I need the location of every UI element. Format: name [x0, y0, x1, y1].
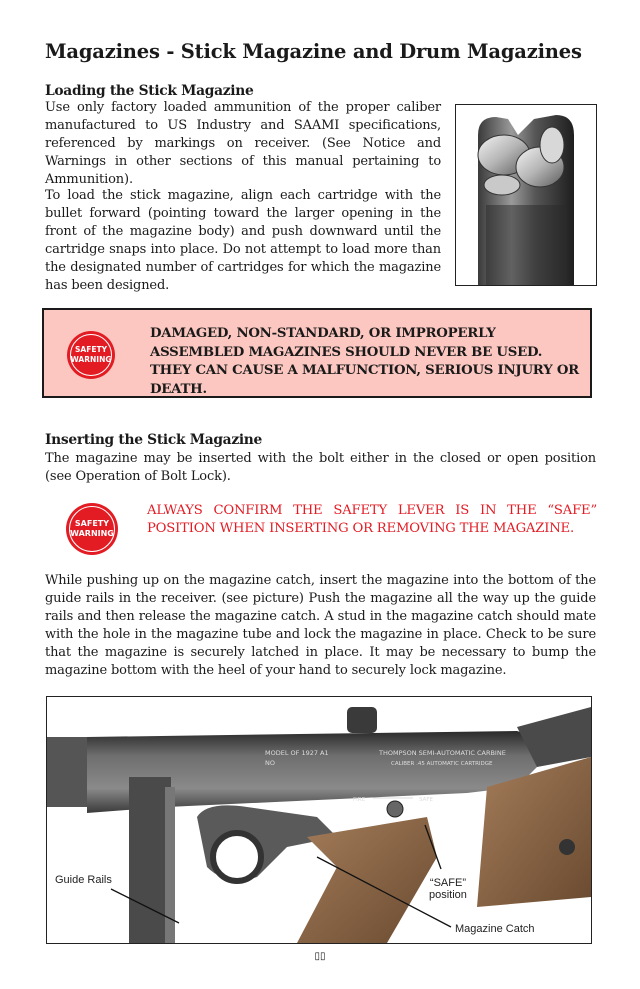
safe-label: SAFE [419, 797, 433, 803]
engraving-model: MODEL OF 1927 A1 [265, 749, 329, 757]
safety-warning-badge-2 [66, 503, 118, 555]
warning-box-magazines [42, 308, 592, 398]
warning-text-safe-position: ALWAYS CONFIRM THE SAFETY LEVER IS IN THE “SAFE” POSITION WHEN INSERTING OR REMOVING THE MAGAZINE. [147, 503, 597, 536]
loading-paragraph-1: Use only factory loaded ammunition of the proper caliber manufactured to US Industry and SAAMI specifications, referenced by markings on receiver. (See Notice and Warnings in other sections of this manual pertaining to Ammunition). [45, 100, 441, 187]
inserting-paragraph-2: While pushing up on the magazine catch, insert the magazine into the bottom of the guide rails in the receiver. (see picture) Push the magazine all the way up the guide rails and then release the magazine catch. A stud in the magazine catch should mate with the hole in the magazine tube and lock the magazine in place. Check to be sure that the magazine is securely latched in place. It may be necessary to bump the magazine bottom with the heel of your hand to securely lock magazine. [45, 573, 596, 678]
loading-heading: Loading the Stick Magazine [45, 83, 254, 99]
badge-label-safety: SAFETY [75, 345, 107, 354]
engraving-caliber: CALIBER .45 AUTOMATIC CARTRIDGE [391, 761, 493, 767]
safety-warning-badge [67, 331, 115, 379]
firearm-receiver-photo [46, 696, 592, 944]
page-number: ▯▯ [314, 951, 326, 962]
stick-magazine-photo [455, 104, 597, 286]
page-title: Magazines - Stick Magazine and Drum Magazines [45, 40, 582, 63]
inserting-heading: Inserting the Stick Magazine [45, 432, 263, 448]
badge-label-safety: SAFETY [74, 519, 110, 528]
engraving-number: NO [265, 759, 275, 767]
inserting-paragraph-1: The magazine may be inserted with the bolt either in the closed or open position (see Operation of Bolt Lock). [45, 451, 596, 484]
callout-magazine-catch: Magazine Catch [455, 923, 535, 935]
callout-guide-rails: Guide Rails [55, 874, 112, 886]
fire-label: FIRE [353, 797, 366, 803]
loading-paragraph-2: To load the stick magazine, align each cartridge with the bullet forward (pointing toward the larger opening in the front of the magazine body) and push downward until the cartridge snaps into place. Do not attempt to load more than the designated number of cartridges for which the magazine has been designed. [45, 188, 441, 293]
badge-label-warning: WARNING [70, 355, 112, 364]
callout-safe-position [429, 877, 467, 901]
callout-safe-line1: “SAFE” [429, 877, 466, 889]
callout-safe-line2: position [429, 889, 467, 901]
engraving-maker: THOMPSON SEMI-AUTOMATIC CARBINE [379, 749, 506, 757]
badge-label-warning: WARNING [70, 529, 114, 538]
warning-text: DAMAGED, NON-STANDARD, OR IMPROPERLY ASSEMBLED MAGAZINES SHOULD NEVER BE USED. THEY CAN CAUSE A MALFUNCTION, SERIOUS INJURY OR DEATH. [150, 326, 579, 397]
